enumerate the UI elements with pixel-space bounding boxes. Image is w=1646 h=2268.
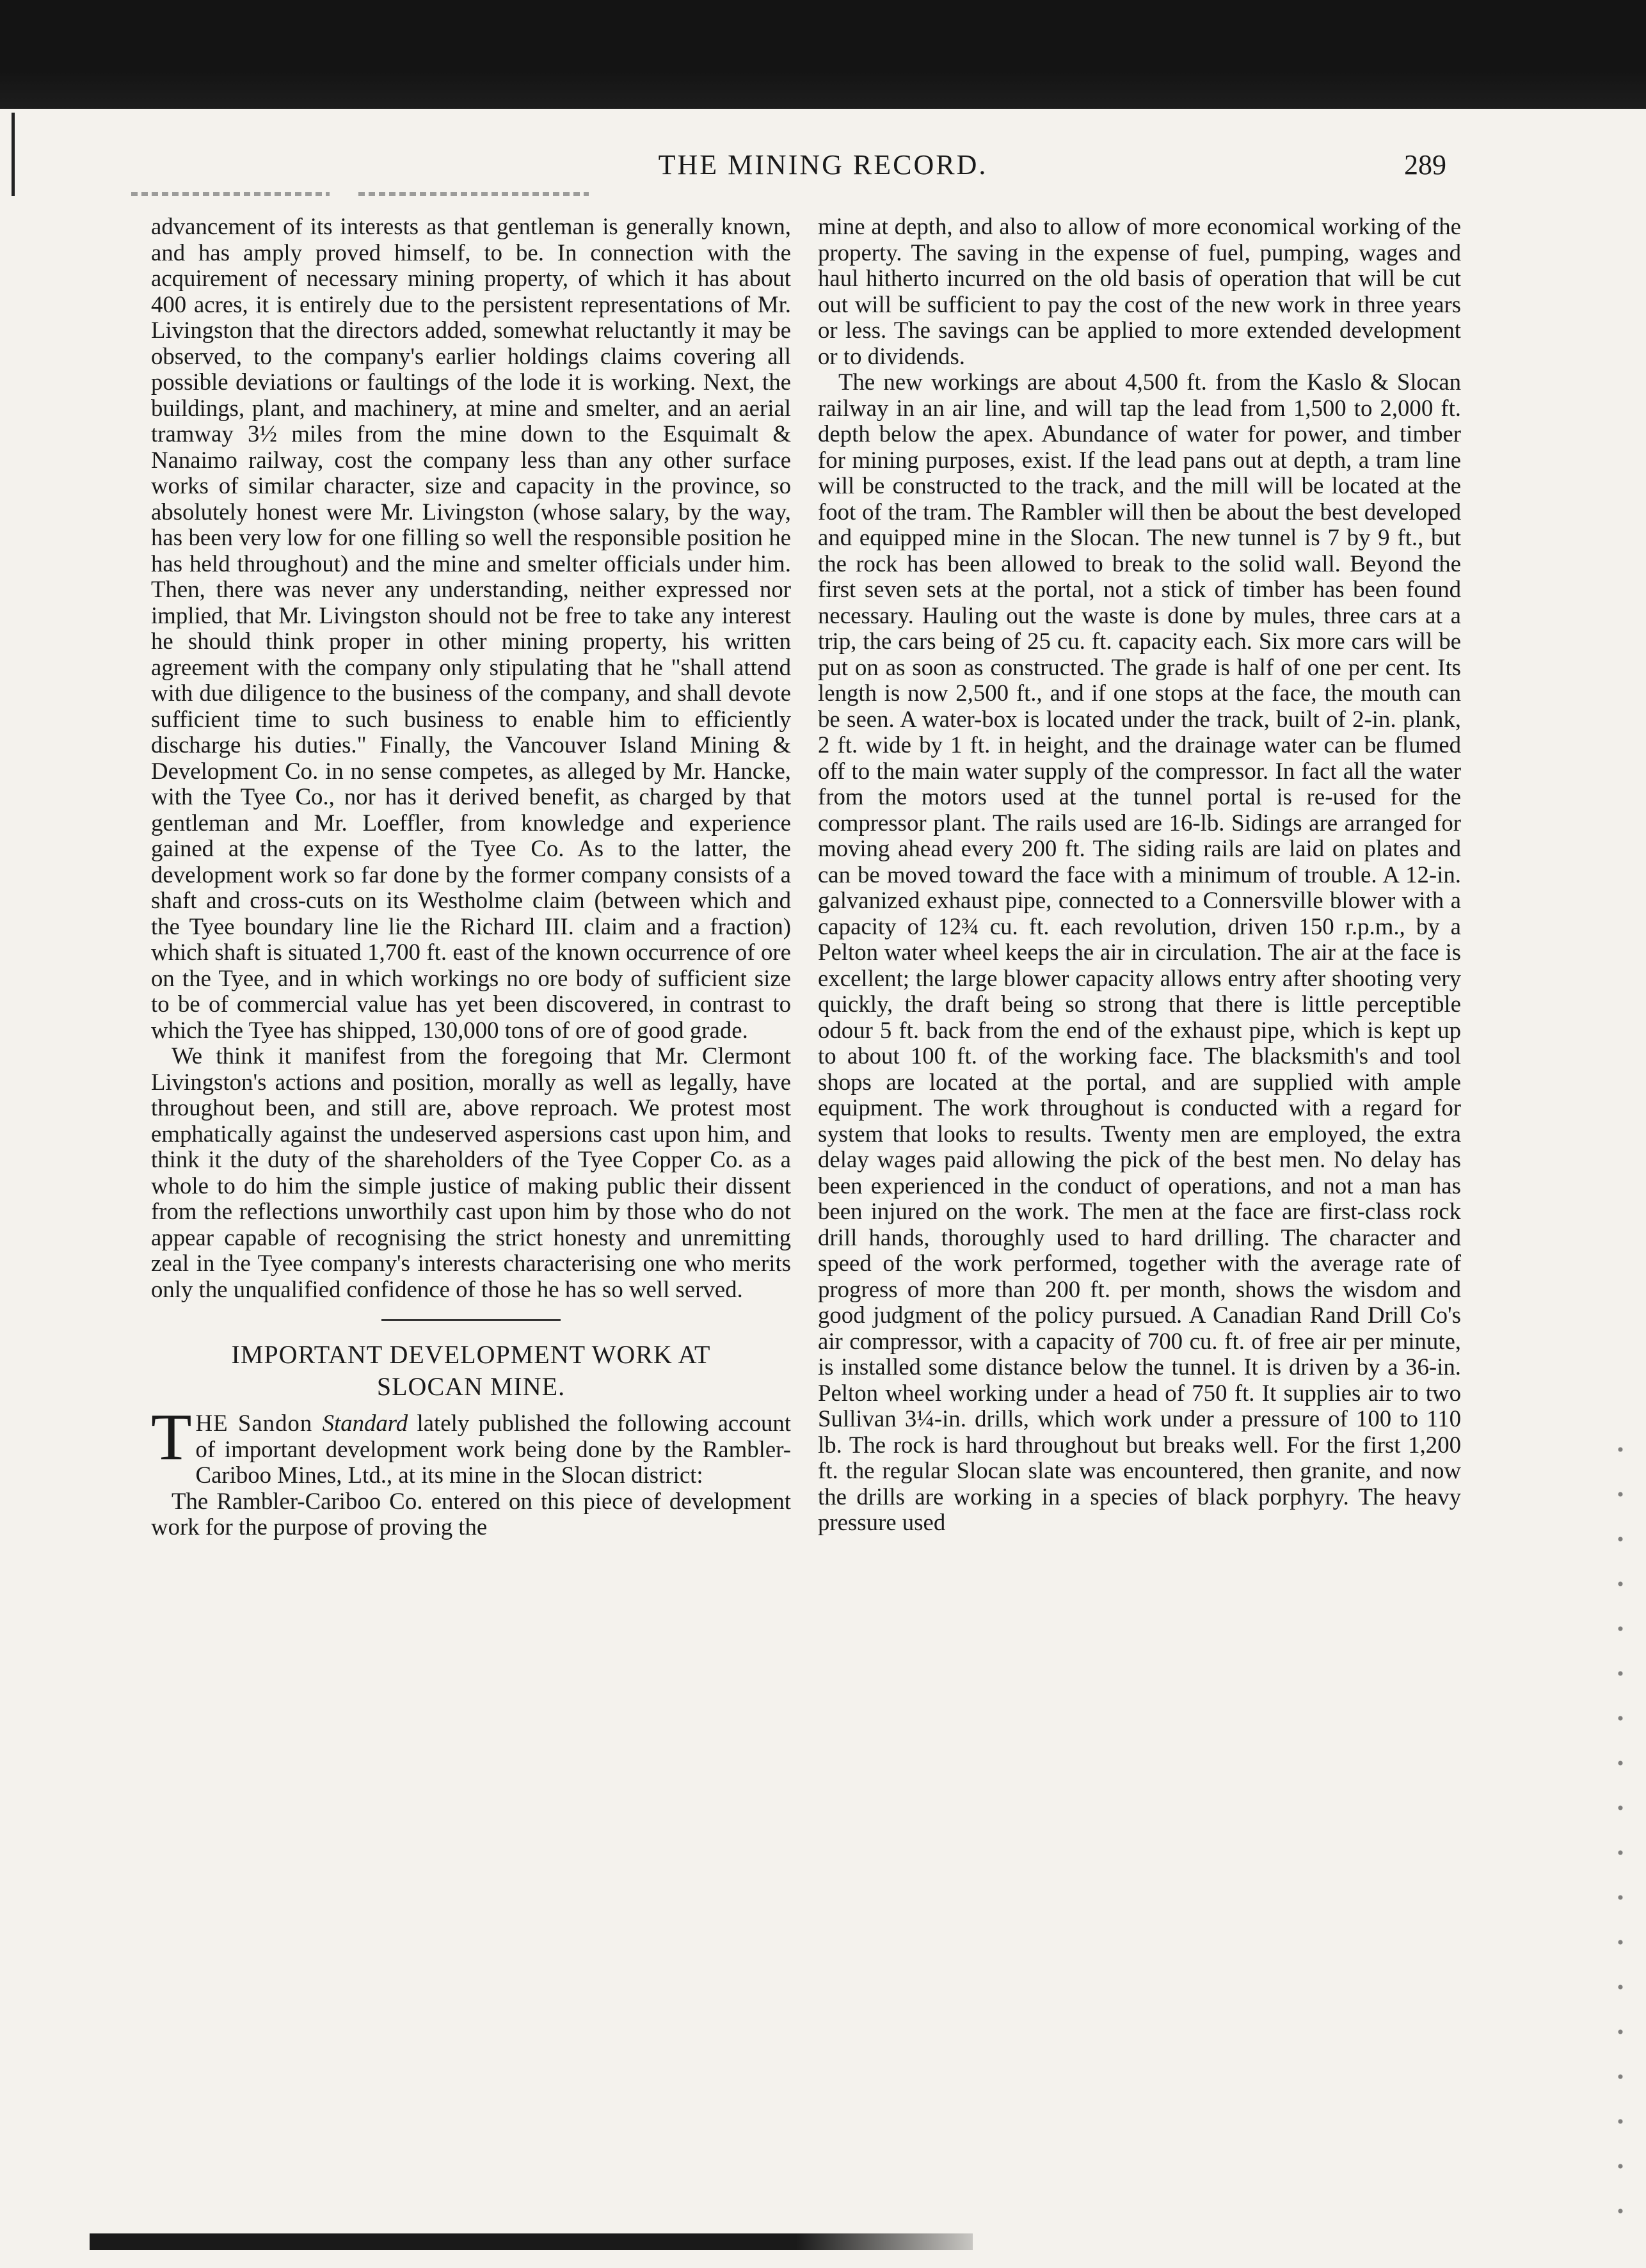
article-heading-line-2: SLOCAN MINE. bbox=[376, 1372, 566, 1401]
article-heading bbox=[157, 1339, 785, 1403]
lead-text-rest: lately published the following account of important development work being done by the Rambler-Cariboo Mines, Ltd., at its mine in the Slocan district: bbox=[195, 1410, 791, 1488]
newspaper-title: Standard bbox=[322, 1410, 408, 1436]
page-number: 289 bbox=[1404, 149, 1446, 180]
right-paragraph-continued: mine at depth, and also to allow of more economical working of the property. The saving in the expense of fuel, pumping, wages and haul hitherto incurred on the old basis of operation that will be cut out will be sufficient to pay the cost of the new work in three years or less. The savings can be applied to more extended development or to dividends. bbox=[818, 213, 1461, 369]
right-paragraph-workings: The new workings are about 4,500 ft. from the Kaslo & Slocan railway in an air line, and will tap the lead from 1,500 to 2,000 ft. depth below the apex. Abundance of water for power, and timber for mining purposes, exist. If the lead pans out at depth, a tram line will be constructed to the track, and the mill will be located at the foot of the tram. The Rambler will then be about the best developed and equipped mine in the Slocan. The new tunnel is 7 by 9 ft., but the rock has been allowed to break to the solid wall. Beyond the first seven sets at the portal, not a stick of timber has been found necessary. Hauling out the waste is done by mules, three cars at a trip, the cars being of 25 cu. ft. capacity each. Six more cars will be put on as soon as constructed. The grade is half of one per cent. Its length is now 2,500 ft., and if one stops at the face, the mouth can be seen. A water-box is located under the track, built of 2-in. plank, 2 ft. wide by 1 ft. in height, and the drainage water can be flumed off to the main water supply of the compressor. In fact all the water from the motors used at the tunnel portal is re-used for the compressor plant. The rails used are 16-lb. Sidings are arranged for moving ahead every 200 ft. The siding rails are laid on plates and can be moved toward the face with a minimum of trouble. A 12-in. galvanized exhaust pipe, connected to a Connersville blower with a capacity of 12¾ cu. ft. each revolution, driven 150 r.p.m., by a Pelton water wheel keeps the air in circulation. The air at the face is excellent; the large blower capacity allows entry after shooting very quickly, the draft being so strong that there is little perceptible odour 5 ft. back from the end of the exhaust pipe, which is kept up to about 100 ft. of the working face. The blacksmith's and tool shops are located at the portal, and are supplied with ample equipment. The work throughout is conducted with a regard for system that looks to results. Twenty men are employed, the extra delay wages paid allowing the pick of the best men. No delay has been experienced in the conduct of operations, and not a man has been injured on the work. The men at the face are first-class rock drill hands, thoroughly used to hard drilling. The character and speed of the work performed, together with the average rate of progress of more than 200 ft. per month, shows the wisdom and good judgment of the policy pursued. A Canadian Rand Drill Co's air compressor, with a capacity of 700 cu. ft. of free air per minute, is installed some distance below the tunnel. It is driven by a 36-in. Pelton wheel working under a head of 750 ft. It supplies air to two Sullivan 3¼-in. drills, which work under a pressure of 100 to 110 lb. The rock is hard throughout but breaks well. For the first 1,200 ft. the regular Slocan slate was encountered, then granite, and now the drills are working in a species of black porphyry. The heavy pressure used bbox=[818, 369, 1461, 1535]
scan-border-gap bbox=[0, 109, 1646, 113]
scan-border-shadow bbox=[0, 70, 1646, 109]
drop-cap: T bbox=[151, 1400, 192, 1474]
left-paragraph-continued: advancement of its interests as that gentleman is generally known, and has amply proved himself, to be. In connection with the acquirement of necessary mining property, of which it has about 400 acres, it is entirely due to the persistent representations of Mr. Livingston that the directors added, somewhat reluctantly it may be observed, to the company's earlier holdings claims covering all possible deviations or faultings of the lode it is working. Next, the buildings, plant, and machinery, at mine and smelter, and an aerial tramway 3½ miles from the mine down to the Esquimalt & Nanaimo railway, cost the company less than any other surface works of similar character, size and capacity in the province, so absolutely honest were Mr. Livingston (whose salary, by the way, has been very low for one filling so well the responsible position he has held throughout) and the mine and smelter officials under him. Then, there was never any understanding, neither expressed nor implied, that Mr. Livingston should not be free to take any interest he should think proper in other mining property, his written agreement with the company only stipulating that he "shall attend with due diligence to the business of the company, and shall devote sufficient time to such business to enable him to efficiently discharge his duties." Finally, the Vancouver Island Mining & Development Co. in no sense competes, as alleged by Mr. Hancke, with the Tyee Co., nor has it derived benefit, as charged by that gentleman and Mr. Loeffler, from knowledge and experience gained at the expense of the Tyee Co. As to the latter, the development work so far done by the former company consists of a shaft and cross-cuts on its Westholme claim (between which and the Tyee boundary line lie the Richard III. claim and a fraction) which shaft is situated 1,700 ft. east of the known occurrence of ore on the Tyee, and in which workings no ore body of sufficient size to be of commercial value has yet been discovered, in contrast to which the Tyee has shipped, 130,000 tons of ore of good grade. bbox=[151, 213, 791, 1043]
lead-text-start: HE Sandon bbox=[195, 1410, 323, 1436]
section-divider bbox=[381, 1319, 561, 1321]
header-smudge-right bbox=[358, 192, 589, 196]
left-paragraph-conclusion: We think it manifest from the foregoing that Mr. Clermont Livingston's actions and position, morally as well as legally, have throughout been, and still are, above reproach. We protest most emphatically against the undeserved aspersions cast upon him, and think it the duty of the shareholders of the Tyee Copper Co. as a whole to do him the simple justice of making public their dissent from the reflections unworthily cast upon him by those who do not appear capable of recognising the strict honesty and unremitting zeal in the Tyee company's interests characterising one who merits only the unqualified confidence of those he has so well served. bbox=[151, 1042, 791, 1302]
left-column bbox=[151, 214, 791, 1540]
scan-border-bottom bbox=[90, 2233, 973, 2250]
article-paragraph: The Rambler-Cariboo Co. entered on this piece of development work for the purpose of proving the bbox=[151, 1487, 791, 1540]
edge-specks bbox=[1608, 1427, 1633, 2221]
running-head: THE MINING RECORD. bbox=[658, 149, 988, 180]
right-column bbox=[818, 214, 1461, 1536]
article-lead-paragraph bbox=[151, 1400, 791, 1489]
article-heading-line-1: IMPORTANT DEVELOPMENT WORK AT bbox=[231, 1340, 711, 1369]
lead-paragraph-text bbox=[151, 1400, 791, 1489]
header-smudge-left bbox=[131, 192, 330, 196]
